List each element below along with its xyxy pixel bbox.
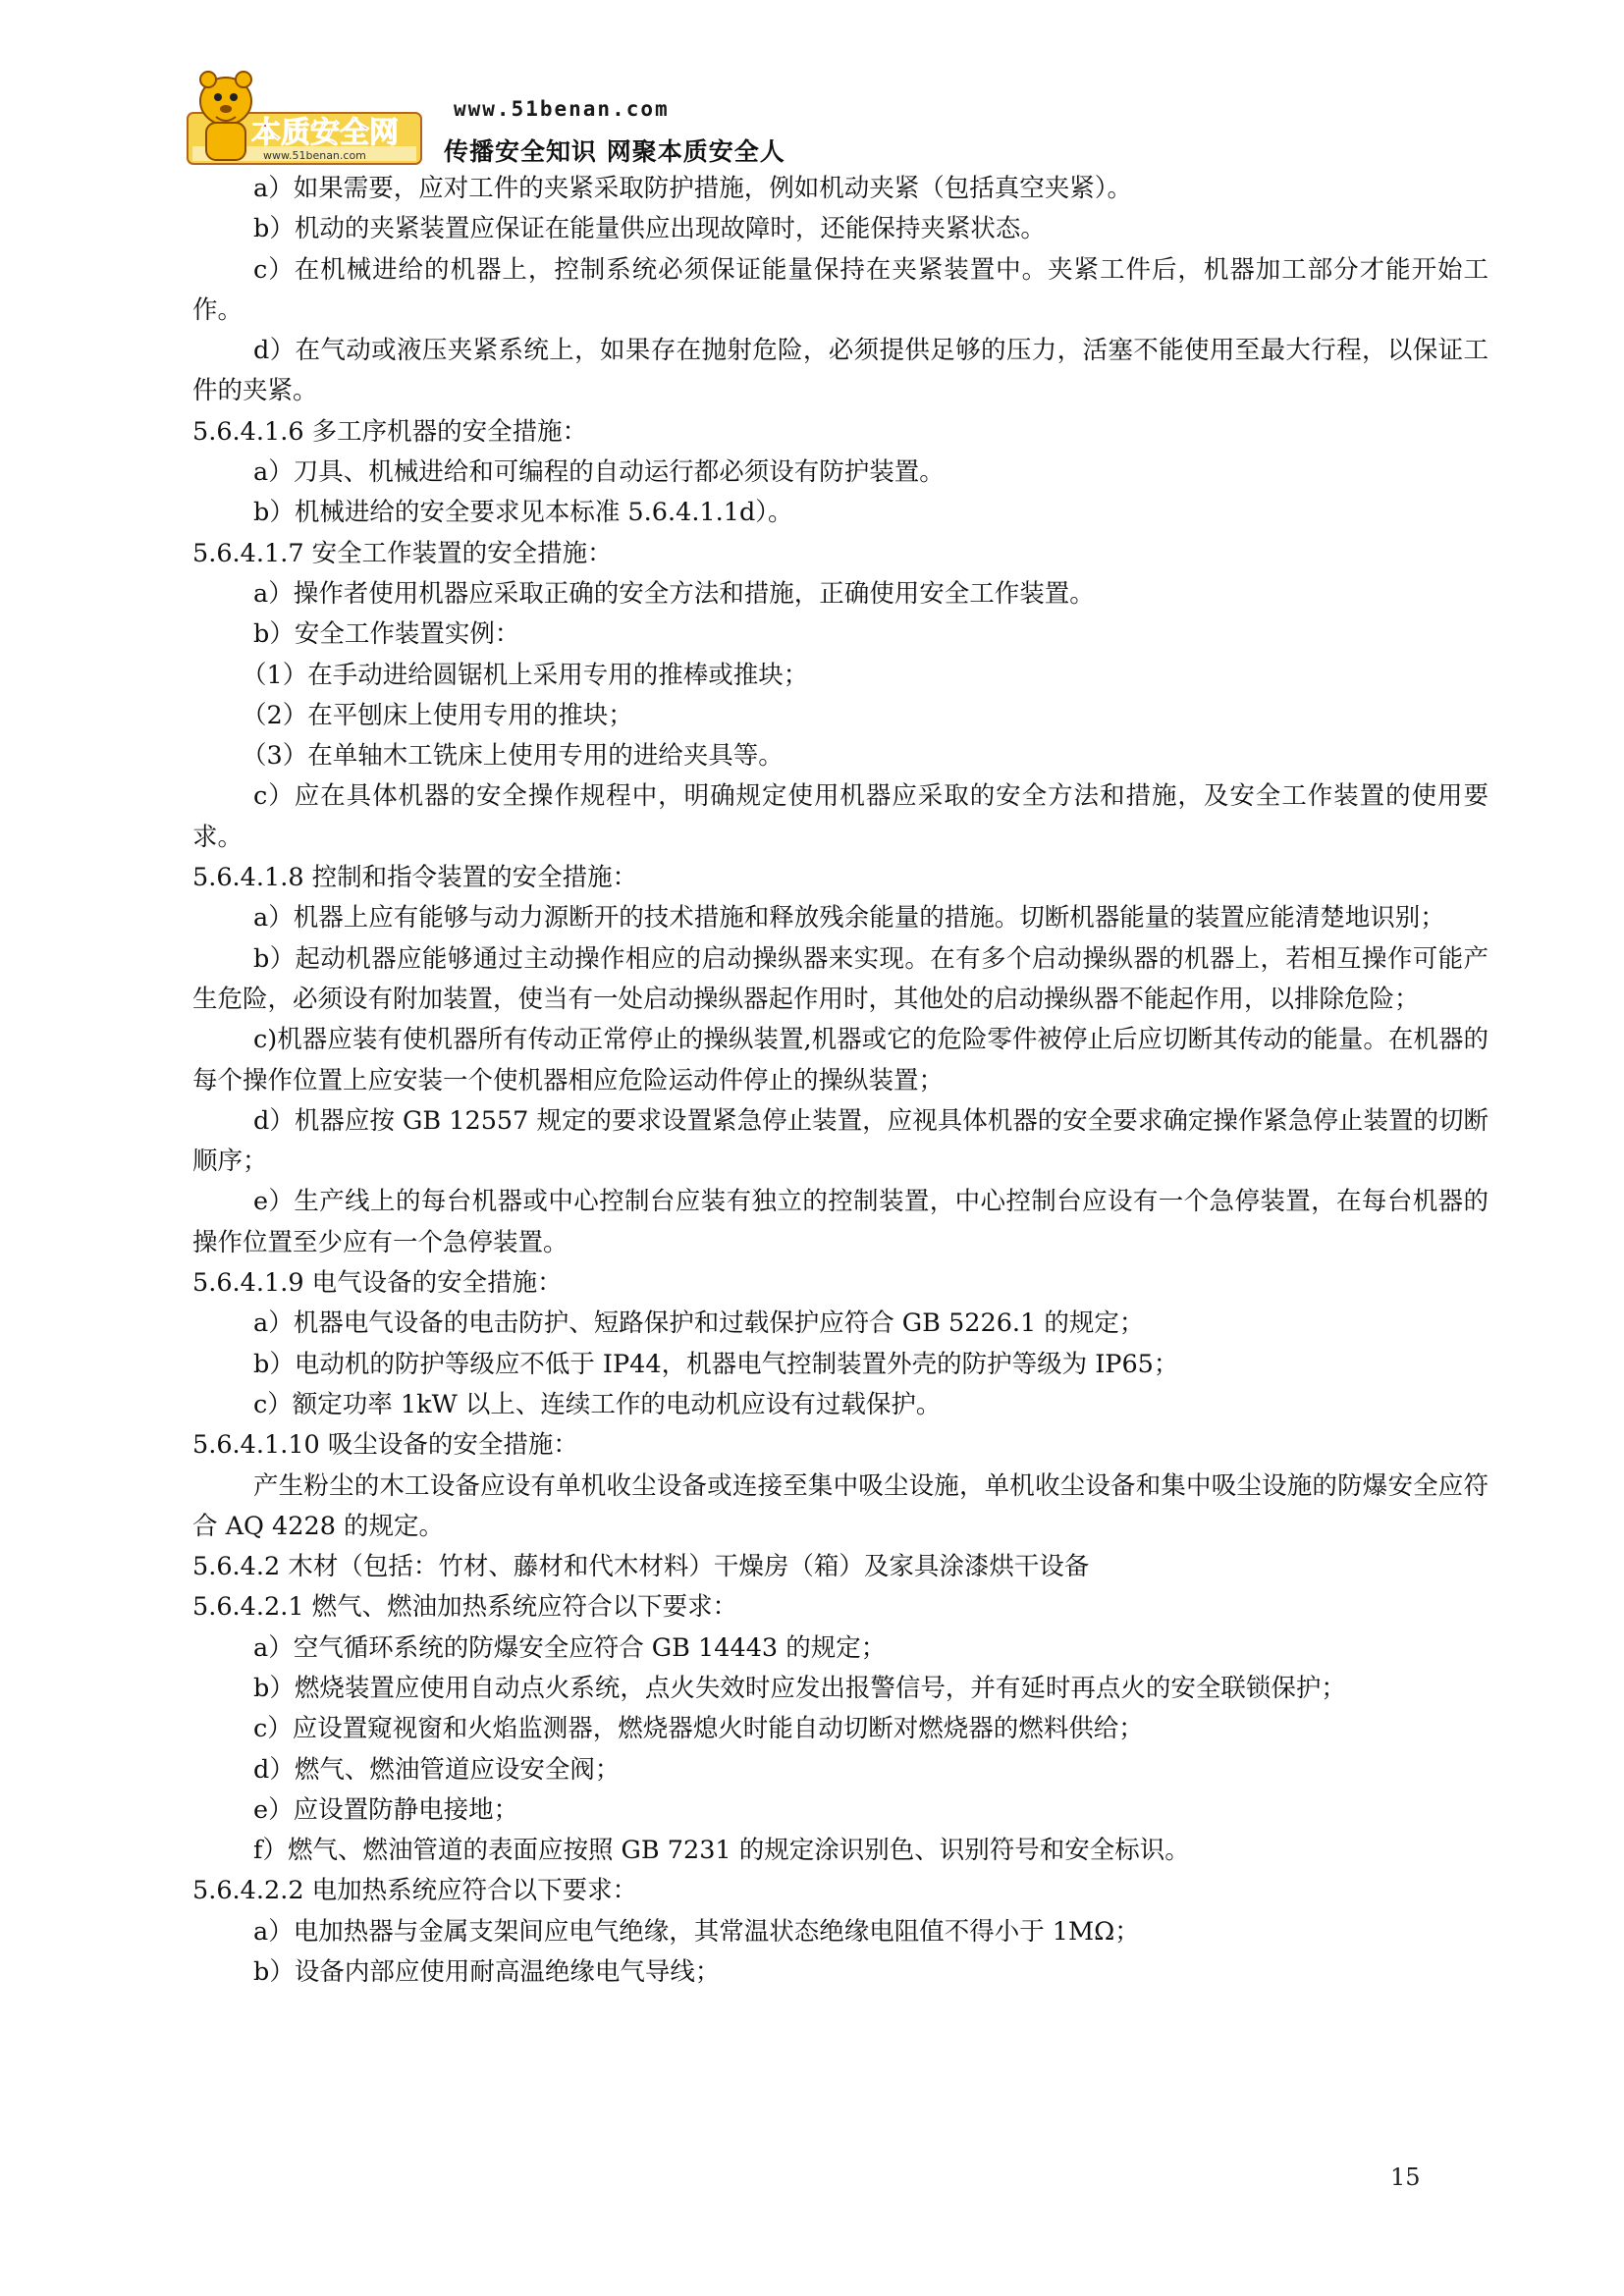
- paragraph: c）在机械进给的机器上，控制系统必须保证能量保持在夹紧装置中。夹紧工件后，机器加工部分才能开始工作。: [192, 254, 1489, 325]
- paragraph: b）机动的夹紧装置应保证在能量供应出现故障时，还能保持夹紧状态。: [253, 214, 1046, 244]
- section-heading: 5.6.4.1.8 控制和指令装置的安全措施：: [192, 863, 638, 893]
- paragraph: b）燃烧装置应使用自动点火系统，点火失效时应发出报警信号，并有延时再点火的安全联锁保护；: [253, 1673, 1346, 1703]
- paragraph: a）操作者使用机器应采取正确的安全方法和措施，正确使用安全工作装置。: [253, 578, 1095, 609]
- paragraph: d）在气动或液压夹紧系统上，如果存在抛射危险，必须提供足够的压力，活塞不能使用至最大行程，以保证工件的夹紧。: [192, 336, 1489, 406]
- paragraph: b）安全工作装置实例：: [253, 619, 520, 650]
- paragraph: c)机器应装有使机器所有传动正常停止的操纵装置,机器或它的危险零件被停止后应切断其传动的能量。在机器的每个操作位置上应安装一个使机器相应危险运动件停止的操纵装置；: [192, 1025, 1489, 1095]
- section-heading: 5.6.4.1.7 安全工作装置的安全措施：: [192, 538, 613, 568]
- paragraph: a）刀具、机械进给和可编程的自动运行都必须设有防护装置。: [253, 457, 945, 488]
- list-item: （2）在平刨床上使用专用的推块；: [242, 700, 633, 730]
- paragraph: d）燃气、燃油管道应设安全阀；: [253, 1754, 621, 1785]
- header-url: www.51benan.com: [454, 97, 670, 121]
- paragraph: e）生产线上的每台机器或中心控制台应装有独立的控制装置，中心控制台应设有一个急停装置，在每台机器的操作位置至少应有一个急停装置。: [192, 1187, 1489, 1257]
- paragraph: c）应设置窥视窗和火焰监测器，燃烧器熄火时能自动切断对燃烧器的燃料供给；: [253, 1714, 1144, 1744]
- site-logo: [187, 62, 427, 168]
- paragraph: b）机械进给的安全要求见本标准 5.6.4.1.1d）。: [253, 498, 793, 528]
- paragraph: c）应在具体机器的安全操作规程中，明确规定使用机器应采取的安全方法和措施，及安全工作装置的使用要求。: [192, 781, 1489, 852]
- section-heading: 5.6.4.2 木材（包括：竹材、藤材和代木材料）干燥房（箱）及家具涂漆烘干设备: [192, 1552, 1090, 1582]
- logo-url: www.51benan.com: [263, 149, 366, 162]
- list-item: （3）在单轴木工铣床上使用专用的进给夹具等。: [242, 741, 784, 772]
- paragraph: e）应设置防静电接地；: [253, 1794, 519, 1825]
- section-heading: 5.6.4.2.2 电加热系统应符合以下要求：: [192, 1876, 638, 1906]
- paragraph: a）电加热器与金属支架间应电气绝缘，其常温状态绝缘电阻值不得小于 1MΩ；: [253, 1916, 1140, 1947]
- paragraph: a）机器电气设备的电击防护、短路保护和过载保护应符合 GB 5226.1 的规定；: [253, 1308, 1145, 1339]
- section-heading: 5.6.4.1.9 电气设备的安全措施：: [192, 1268, 563, 1299]
- page-header: [187, 54, 874, 172]
- document-body: [192, 169, 1489, 1993]
- paragraph: b）设备内部应使用耐高温绝缘电气导线；: [253, 1957, 721, 1988]
- list-item: （1）在手动进给圆锯机上采用专用的推棒或推块；: [242, 660, 809, 690]
- paragraph: a）空气循环系统的防爆安全应符合 GB 14443 的规定；: [253, 1632, 887, 1663]
- paragraph: b）起动机器应能够通过主动操作相应的启动操纵器来实现。在有多个启动操纵器的机器上，若相互操作可能产生危险，必须设有附加装置，使当有一处启动操纵器起作用时，其他处的启动操纵器不能起作用，以排除危险；: [192, 943, 1489, 1014]
- paragraph: a）机器上应有能够与动力源断开的技术措施和释放残余能量的措施。切断机器能量的装置应能清楚地识别；: [253, 903, 1445, 934]
- logo-text: 本质安全网: [251, 116, 399, 150]
- paragraph: f）燃气、燃油管道的表面应按照 GB 7231 的规定涂识别色、识别符号和安全标识。: [253, 1836, 1190, 1866]
- page-number: 15: [1390, 2163, 1421, 2191]
- paragraph: c）额定功率 1kW 以上、连续工作的电动机应设有过载保护。: [253, 1389, 942, 1419]
- paragraph: 产生粉尘的木工设备应设有单机收尘设备或连接至集中吸尘设施，单机收尘设备和集中吸尘设施的防爆安全应符合 AQ 4228 的规定。: [192, 1470, 1489, 1541]
- paragraph: b）电动机的防护等级应不低于 IP44，机器电气控制装置外壳的防护等级为 IP65；: [253, 1349, 1179, 1379]
- section-heading: 5.6.4.1.10 吸尘设备的安全措施：: [192, 1430, 578, 1461]
- header-slogan: 传播安全知识 网聚本质安全人: [444, 137, 785, 166]
- paragraph: d）机器应按 GB 12557 规定的要求设置紧急停止装置，应视具体机器的安全要求确定操作紧急停止装置的切断顺序；: [192, 1105, 1489, 1177]
- paragraph: a）如果需要，应对工件的夹紧采取防护措施，例如机动夹紧（包括真空夹紧）。: [253, 174, 1132, 203]
- section-heading: 5.6.4.2.1 燃气、燃油加热系统应符合以下要求：: [192, 1592, 738, 1623]
- section-heading: 5.6.4.1.6 多工序机器的安全措施：: [192, 416, 588, 447]
